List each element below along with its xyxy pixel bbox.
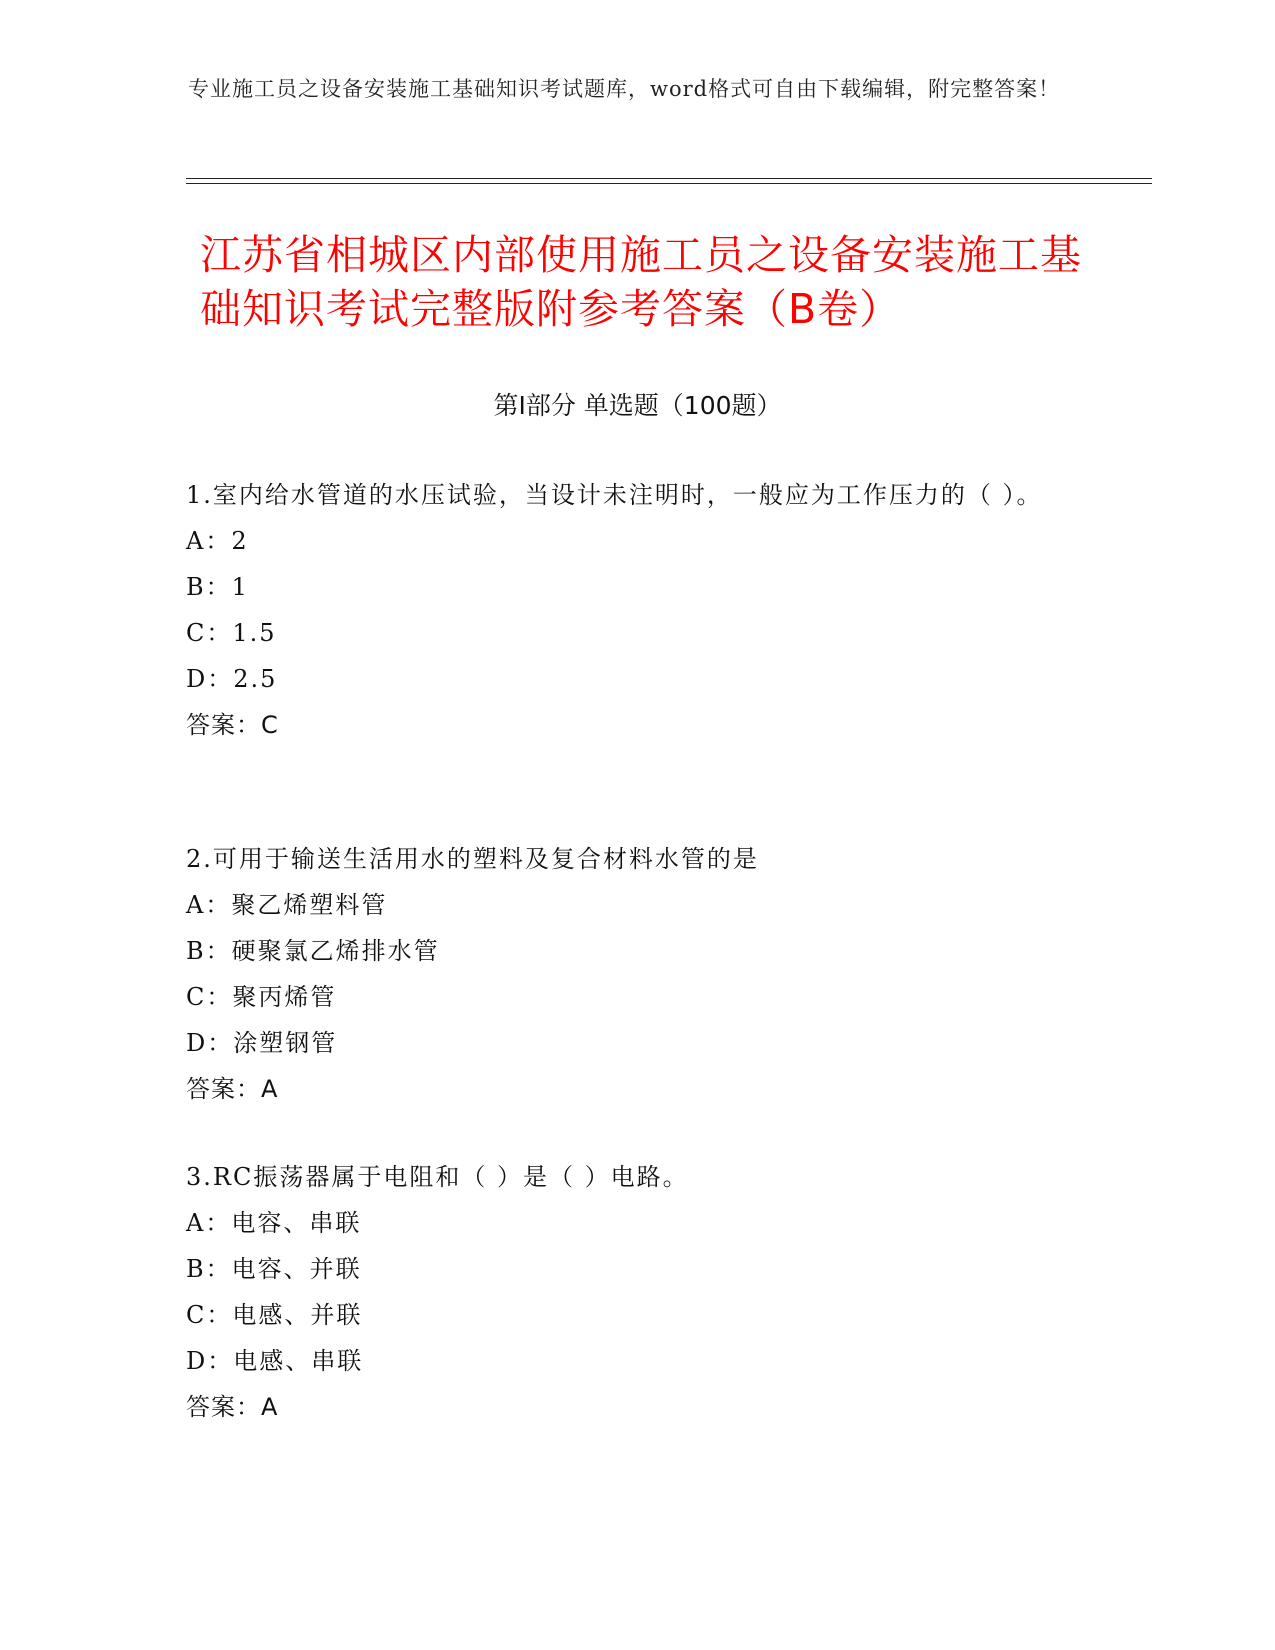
question-2 <box>186 836 1066 1112</box>
header-note: 专业施工员之设备安装施工基础知识考试题库，word格式可自由下载编辑，附完整答案！ <box>188 77 1061 101</box>
option-b: B：硬聚氯乙烯排水管 <box>186 937 440 965</box>
option-c: C：电感、并联 <box>186 1301 363 1329</box>
option-d: D：涂塑钢管 <box>186 1029 338 1057</box>
option-b: B：1 <box>186 573 249 601</box>
option-d: D：2.5 <box>186 665 278 693</box>
option-a: A：2 <box>186 527 249 555</box>
question-1 <box>186 472 1066 748</box>
option-c: C：1.5 <box>186 619 277 647</box>
header-rule-top <box>186 178 1152 179</box>
question-text: 3.RC振荡器属于电阻和（ ）是（ ）电路。 <box>186 1163 689 1191</box>
question-3 <box>186 1154 1066 1430</box>
option-c: C：聚丙烯管 <box>186 983 337 1011</box>
document-title: 江苏省相城区内部使用施工员之设备安装施工基础知识考试完整版附参考答案（B卷） <box>200 231 1082 333</box>
answer: 答案：A <box>186 1393 279 1421</box>
option-b: B：电容、并联 <box>186 1255 362 1283</box>
answer: 答案：C <box>186 711 279 739</box>
option-a: A：聚乙烯塑料管 <box>186 891 388 919</box>
question-text: 2.可用于输送生活用水的塑料及复合材料水管的是 <box>186 845 759 873</box>
option-d: D：电感、串联 <box>186 1347 364 1375</box>
section-title: 第Ⅰ部分 单选题（100题） <box>493 391 782 420</box>
question-text: 1.室内给水管道的水压试验，当设计未注明时，一般应为工作压力的（ ）。 <box>186 481 1043 509</box>
header-rule-bottom <box>186 183 1152 184</box>
option-a: A：电容、串联 <box>186 1209 362 1237</box>
answer: 答案：A <box>186 1075 279 1103</box>
